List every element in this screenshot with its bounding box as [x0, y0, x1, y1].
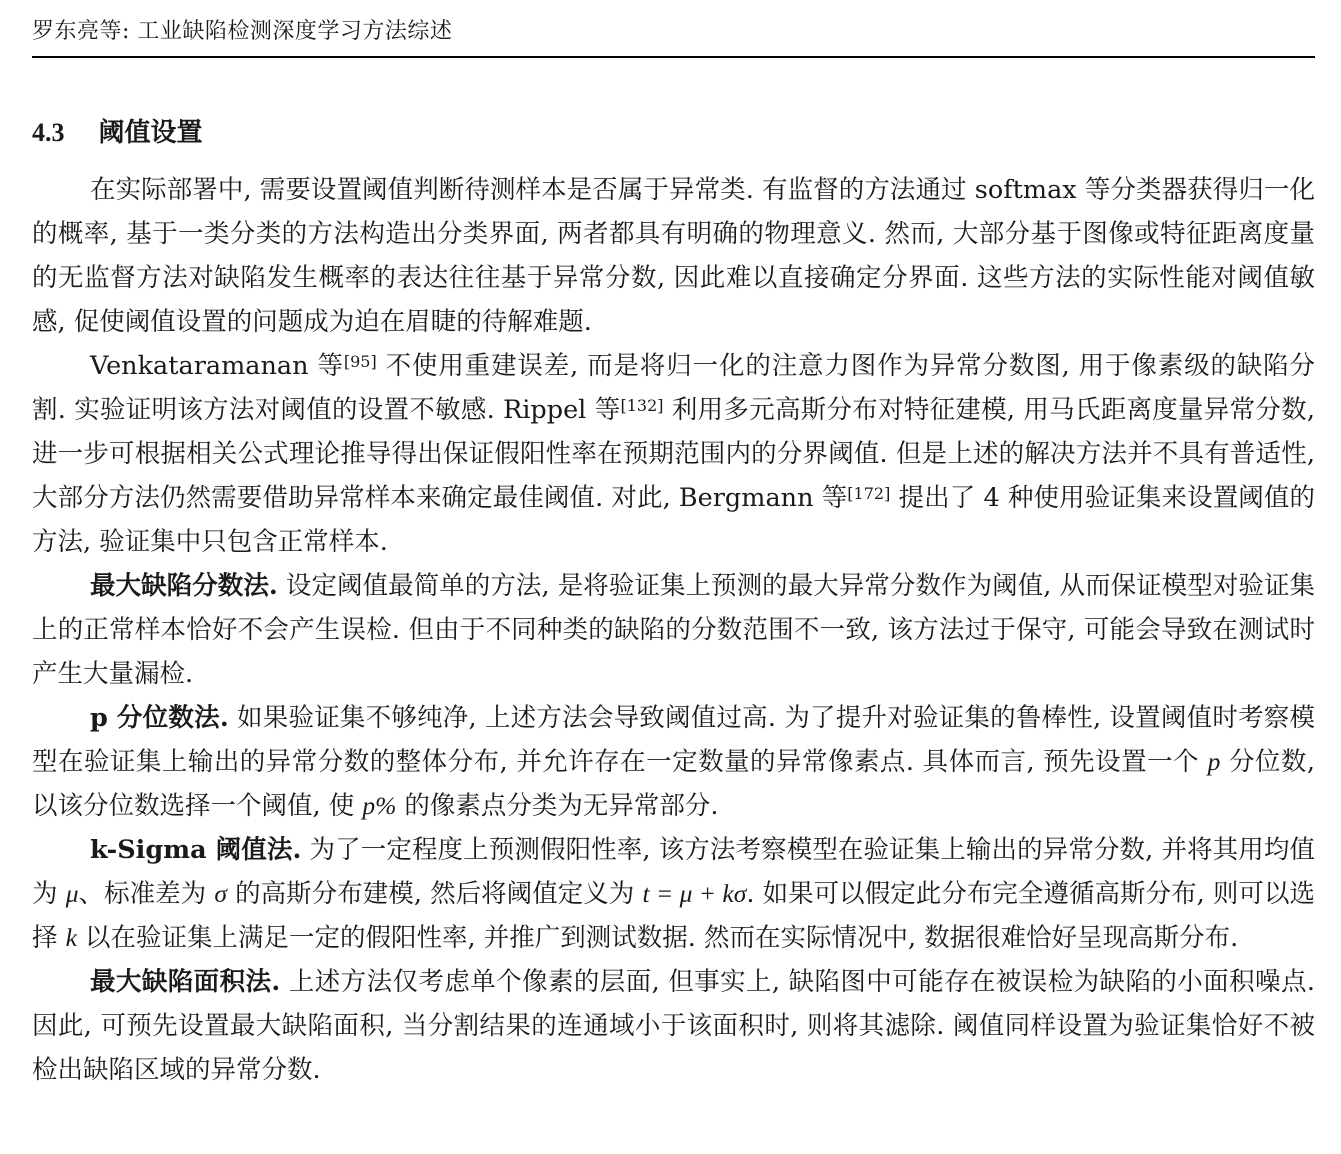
- text-span: 为了一定程度上预测假阳性率, 该方法考察模型在验证集上输出的异常分数, 并将其用均值为: [32, 835, 1315, 909]
- math-symbol: p%: [362, 791, 397, 820]
- text-span: . 如果可以假定此分布完全遵循高斯分布, 则可以选择: [32, 879, 1316, 953]
- paragraph-related-work: [32, 344, 1315, 564]
- header-rule: [32, 56, 1315, 58]
- paragraph-k-sigma: [32, 828, 1315, 960]
- text-span: 提出了 4 种使用验证集来设置阈值的方法, 验证集中只包含正常样本.: [32, 483, 1315, 557]
- method-name: k-Sigma 阈值法.: [90, 835, 302, 865]
- citation: [172]: [847, 484, 891, 503]
- text-span: 利用多元高斯分布对特征建模, 用马氏距离度量异常分数, 进一步可根据相关公式理论推导得出保证假阳性率在预期范围内的分界阈值. 但是上述的解决方法并不具有普适性, 大部分方法仍然需要借助异常样本来确定最佳阈值. 对此, Bergmann 等: [32, 395, 1315, 513]
- math-formula: t = μ + kσ: [642, 879, 747, 908]
- text-span: Venkataramanan 等: [90, 351, 344, 381]
- text-span: 分位数, 以该分位数选择一个阈值, 使: [32, 747, 1315, 821]
- math-symbol: μ: [65, 879, 79, 908]
- paragraph-max-area: [32, 960, 1315, 1092]
- method-name: 最大缺陷分数法.: [90, 571, 278, 601]
- body-text: [32, 168, 1315, 1092]
- citation: [132]: [620, 396, 664, 415]
- paragraph-intro: 在实际部署中, 需要设置阈值判断待测样本是否属于异常类. 有监督的方法通过 softmax 等分类器获得归一化的概率, 基于一类分类的方法构造出分类界面, 两者都具有明确的物理意义. 然而, 大部分基于图像或特征距离度量的无监督方法对缺陷发生概率的表达往往基于异常分数, 因此难以直接确定分界面. 这些方法的实际性能对阈值敏感, 促使阈值设置的问题成为迫在眉睫的待解难题.: [32, 175, 1315, 337]
- math-symbol: p: [1207, 747, 1221, 776]
- citation: [95]: [343, 352, 377, 371]
- text-span: 上述方法仅考虑单个像素的层面, 但事实上, 缺陷图中可能存在被误检为缺陷的小面积噪点. 因此, 可预先设置最大缺陷面积, 当分割结果的连通域小于该面积时, 则将其滤除. 阈值同样设置为验证集恰好不被检出缺陷区域的异常分数.: [32, 967, 1315, 1085]
- section-heading: [32, 112, 203, 149]
- section-number: 4.3: [32, 118, 65, 147]
- method-name: 最大缺陷面积法.: [90, 967, 281, 997]
- text-span: 不使用重建误差, 而是将归一化的注意力图作为异常分数图, 用于像素级的缺陷分割. 实验证明该方法对阈值的设置不敏感. Rippel 等: [32, 351, 1316, 425]
- text-span: 的像素点分类为无异常部分.: [396, 791, 719, 821]
- math-symbol: k: [65, 923, 77, 952]
- text-span: 以在验证集上满足一定的假阳性率, 并推广到测试数据. 然而在实际情况中, 数据很难恰好呈现高斯分布.: [76, 923, 1239, 953]
- section-title: 阈值设置: [98, 118, 203, 148]
- paragraph-p-quantile: [32, 696, 1315, 828]
- text-span: 如果验证集不够纯净, 上述方法会导致阈值过高. 为了提升对验证集的鲁棒性, 设置阈值时考察模型在验证集上输出的异常分数的整体分布, 并允许存在一定数量的异常像素点. 具体而言, 预先设置一个: [32, 703, 1315, 777]
- text-span: 、标准差为: [78, 879, 215, 909]
- paragraph-max-score: [32, 564, 1315, 696]
- text-span: 设定阈值最简单的方法, 是将验证集上预测的最大异常分数作为阈值, 从而保证模型对验证集上的正常样本恰好不会产生误检. 但由于不同种类的缺陷的分数范围不一致, 该方法过于保守, 可能会导致在测试时产生大量漏检.: [32, 571, 1315, 689]
- method-name: p 分位数法.: [90, 703, 229, 733]
- text-span: 的高斯分布建模, 然后将阈值定义为: [226, 879, 643, 909]
- running-header: 罗东亮等: 工业缺陷检测深度学习方法综述: [32, 19, 453, 44]
- math-symbol: σ: [214, 879, 227, 908]
